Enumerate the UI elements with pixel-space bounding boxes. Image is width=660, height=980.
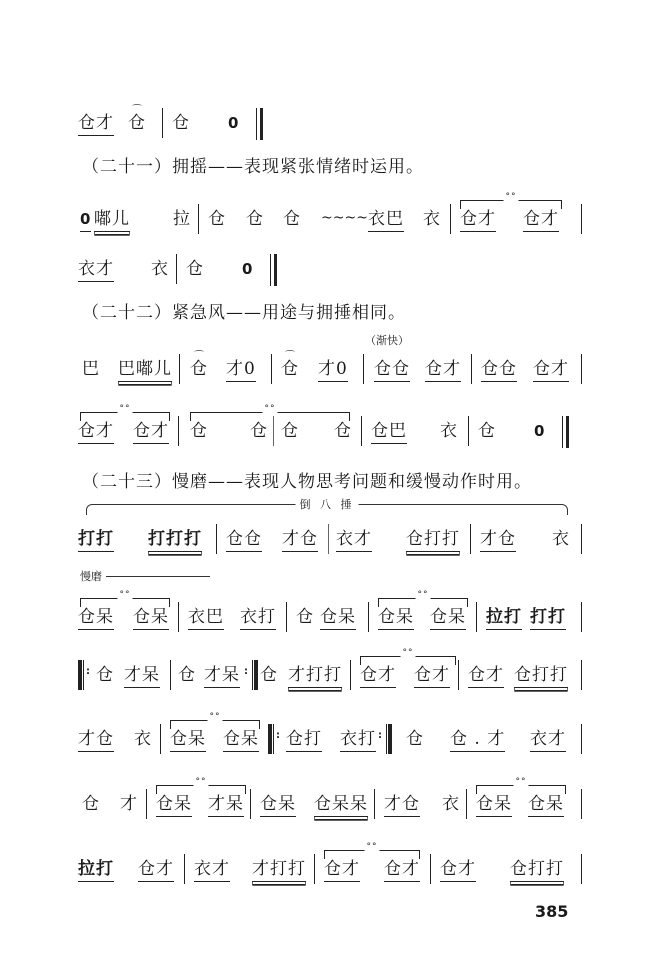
barline — [450, 204, 451, 234]
syllable: 仓打打 — [514, 664, 568, 688]
barline — [581, 524, 582, 554]
syllable: 仓打打 — [406, 528, 460, 552]
syllable: 仓 — [186, 259, 204, 279]
syllable: 仓 — [283, 209, 301, 229]
bracket-mark: °° — [119, 404, 131, 414]
syllable: 拉 — [173, 209, 191, 229]
syllable: 衣 — [134, 729, 152, 749]
syllable: 仓打打 — [510, 858, 564, 882]
barline — [361, 416, 362, 446]
syllable: 仓才 — [78, 112, 114, 136]
repeat-end: : — [244, 660, 258, 690]
barline — [468, 416, 469, 446]
syllable: 仓仓 — [481, 358, 517, 382]
syllable: 仓呆 — [170, 728, 206, 752]
page-number: 385 — [535, 902, 569, 921]
syllable: 仓呆 — [156, 793, 192, 817]
syllable: 仓 — [296, 607, 314, 627]
syllable: 拉打 — [78, 858, 114, 882]
tremolo-wave: ~~~~ — [321, 210, 368, 226]
fermata-icon: ⌒ — [285, 351, 296, 362]
syllable-fermata: ⌒ 仓 — [281, 358, 299, 380]
phrase-arc-label: 倒 八 捶 — [296, 496, 359, 512]
syllable: 才呆 — [208, 793, 244, 817]
barline — [176, 254, 177, 284]
barline — [458, 660, 459, 690]
syllable: 仓才 — [440, 858, 476, 882]
syllable: 仓才 — [533, 358, 569, 382]
syllable: 仓才 — [468, 664, 504, 688]
syllable: 仓呆 — [430, 606, 466, 630]
barline — [271, 354, 272, 384]
syllable: 仓 — [334, 421, 352, 441]
syllable: 仓 — [478, 421, 496, 441]
syllable: 才 — [120, 794, 138, 814]
syllable: 才呆 — [204, 664, 240, 688]
barline — [162, 108, 163, 138]
syllable: 衣才 — [78, 258, 114, 282]
syllable: 衣巴 — [188, 606, 224, 630]
barline — [363, 354, 364, 384]
syllable: 仓 — [260, 665, 278, 685]
syllable: 衣 — [423, 209, 441, 229]
barline — [350, 660, 351, 690]
syllable: 仓 — [250, 421, 268, 441]
syllable: 仓 — [281, 421, 299, 441]
syllable: 仓 — [172, 113, 190, 133]
fermata-icon: ⌒ — [194, 351, 205, 362]
syllable: 衣才 — [336, 528, 372, 552]
barline — [184, 854, 185, 884]
bracket-mark: °° — [195, 777, 207, 787]
section-22-heading: （二十二）紧急风——用途与拥捶相同。 — [82, 303, 406, 323]
bracket-mark: °° — [366, 842, 378, 852]
barline — [476, 602, 477, 632]
phrase-arc — [86, 498, 568, 515]
syllable: 衣 — [552, 529, 570, 549]
syllable: 仓才 — [384, 858, 420, 882]
bracket-mark: °° — [209, 712, 221, 722]
barline — [581, 724, 582, 754]
bracket-mark: °° — [515, 777, 527, 787]
barline — [216, 524, 217, 554]
barline — [374, 789, 375, 819]
syllable: 衣 — [440, 421, 458, 441]
barline — [170, 660, 171, 690]
repeat-start: : — [78, 660, 92, 690]
syllable: 仓 — [406, 729, 424, 749]
syllable: 仓 — [208, 209, 226, 229]
syllable: 仓才 — [324, 858, 360, 882]
barline — [581, 602, 582, 632]
syllable: 仓才 — [425, 358, 461, 382]
rest-zero: 0 — [80, 208, 91, 232]
syllable: 衣 — [442, 794, 460, 814]
syllable: 嘟儿 — [94, 208, 130, 232]
syllable: 才仓 — [282, 528, 318, 552]
fermata-icon: ⌒ — [132, 105, 143, 116]
barline — [581, 204, 582, 234]
syllable: 仓呆 — [476, 793, 512, 817]
syllable: 巴嘟儿 — [118, 358, 172, 382]
syllable: 仓呆呆 — [314, 793, 368, 817]
syllable: 才打打 — [288, 664, 342, 688]
syllable-fermata: ⌒ 仓 — [190, 358, 208, 380]
section-21-heading: （二十一）拥摇——表现紧张情绪时运用。 — [82, 157, 424, 177]
tempo-mark: （渐快） — [365, 334, 409, 347]
syllable: 仓才 — [138, 858, 174, 882]
barline — [273, 416, 274, 446]
final-barline — [256, 108, 263, 140]
syllable: 仓 . 才 — [450, 728, 505, 752]
barline — [368, 602, 369, 632]
barline — [581, 660, 582, 690]
barline — [198, 204, 199, 234]
bracket-mark: °° — [264, 404, 276, 414]
syllable: 仓才 — [78, 420, 114, 444]
barline — [430, 854, 431, 884]
bracket-mark: °° — [417, 590, 429, 600]
barline — [466, 789, 467, 819]
syllable: 衣才 — [530, 728, 566, 752]
bracket-mark: °° — [119, 590, 131, 600]
syllable: 仓呆 — [320, 606, 356, 630]
syllable: 仓呆 — [378, 606, 414, 630]
syllable: 仓 — [246, 209, 264, 229]
syllable: 仓巴 — [371, 420, 407, 444]
barline — [314, 854, 315, 884]
syllable: 仓呆 — [223, 728, 259, 752]
syllable: 才0 — [318, 358, 348, 382]
syllable: 仓才 — [133, 420, 169, 444]
syllable: 仓呆 — [260, 793, 296, 817]
syllable: 打打打 — [148, 528, 202, 552]
bracket — [190, 404, 350, 421]
syllable: 仓打 — [286, 728, 322, 752]
syllable: 仓呆 — [133, 606, 169, 630]
barline — [471, 354, 472, 384]
syllable: 巴 — [82, 359, 100, 379]
syllable: 仓才 — [360, 664, 396, 688]
syllable: 衣才 — [194, 858, 230, 882]
final-barline — [270, 254, 277, 286]
barline — [286, 602, 287, 632]
syllable-fermata: ⌒ 仓 — [128, 112, 146, 134]
section-23-heading: （二十三）慢磨——表现人物思考问题和缓慢动作时用。 — [82, 472, 532, 492]
syllable: 仓 — [190, 421, 208, 441]
rest-zero: 0 — [242, 260, 254, 278]
syllable: 才仓 — [78, 728, 114, 752]
bracket-mark: °° — [505, 192, 517, 202]
syllable: 拉打 — [486, 606, 522, 630]
barline — [179, 354, 180, 384]
barline — [328, 524, 329, 554]
rest-zero: 0 — [228, 114, 240, 132]
syllable: 仓才 — [414, 664, 450, 688]
repeat-end: : — [378, 724, 392, 754]
syllable: 仓 — [82, 794, 100, 814]
sub-label: 慢磨 — [80, 570, 102, 583]
syllable: 仓呆 — [78, 606, 114, 630]
syllable: 仓才 — [523, 208, 559, 232]
repeat-start: : — [268, 724, 282, 754]
barline — [581, 789, 582, 819]
syllable: 衣巴 — [368, 208, 404, 232]
syllable: 才仓 — [480, 528, 516, 552]
syllable: 打打 — [78, 528, 114, 552]
barline — [581, 354, 582, 384]
syllable: 才呆 — [124, 664, 160, 688]
syllable: 仓 — [178, 665, 196, 685]
barline — [470, 524, 471, 554]
bracket-mark: °° — [402, 648, 414, 658]
barline — [160, 724, 161, 754]
syllable: 仓仓 — [374, 358, 410, 382]
syllable: 仓仓 — [226, 528, 262, 552]
barline — [178, 602, 179, 632]
syllable: 仓才 — [460, 208, 496, 232]
syllable: 衣打 — [240, 606, 276, 630]
syllable: 仓 — [96, 665, 114, 685]
syllable: 衣 — [151, 259, 169, 279]
syllable: 才仓 — [384, 793, 420, 817]
syllable: 才0 — [226, 358, 256, 382]
rest-zero: 0 — [534, 422, 546, 440]
final-barline — [562, 416, 569, 448]
barline — [146, 789, 147, 819]
barline — [250, 789, 251, 819]
syllable: 打打 — [530, 606, 566, 630]
barline — [178, 416, 179, 446]
syllable: 衣打 — [340, 728, 376, 752]
sub-label-line — [106, 576, 210, 577]
barline — [581, 854, 582, 884]
syllable: 仓呆 — [528, 793, 564, 817]
syllable: 才打打 — [252, 858, 306, 882]
